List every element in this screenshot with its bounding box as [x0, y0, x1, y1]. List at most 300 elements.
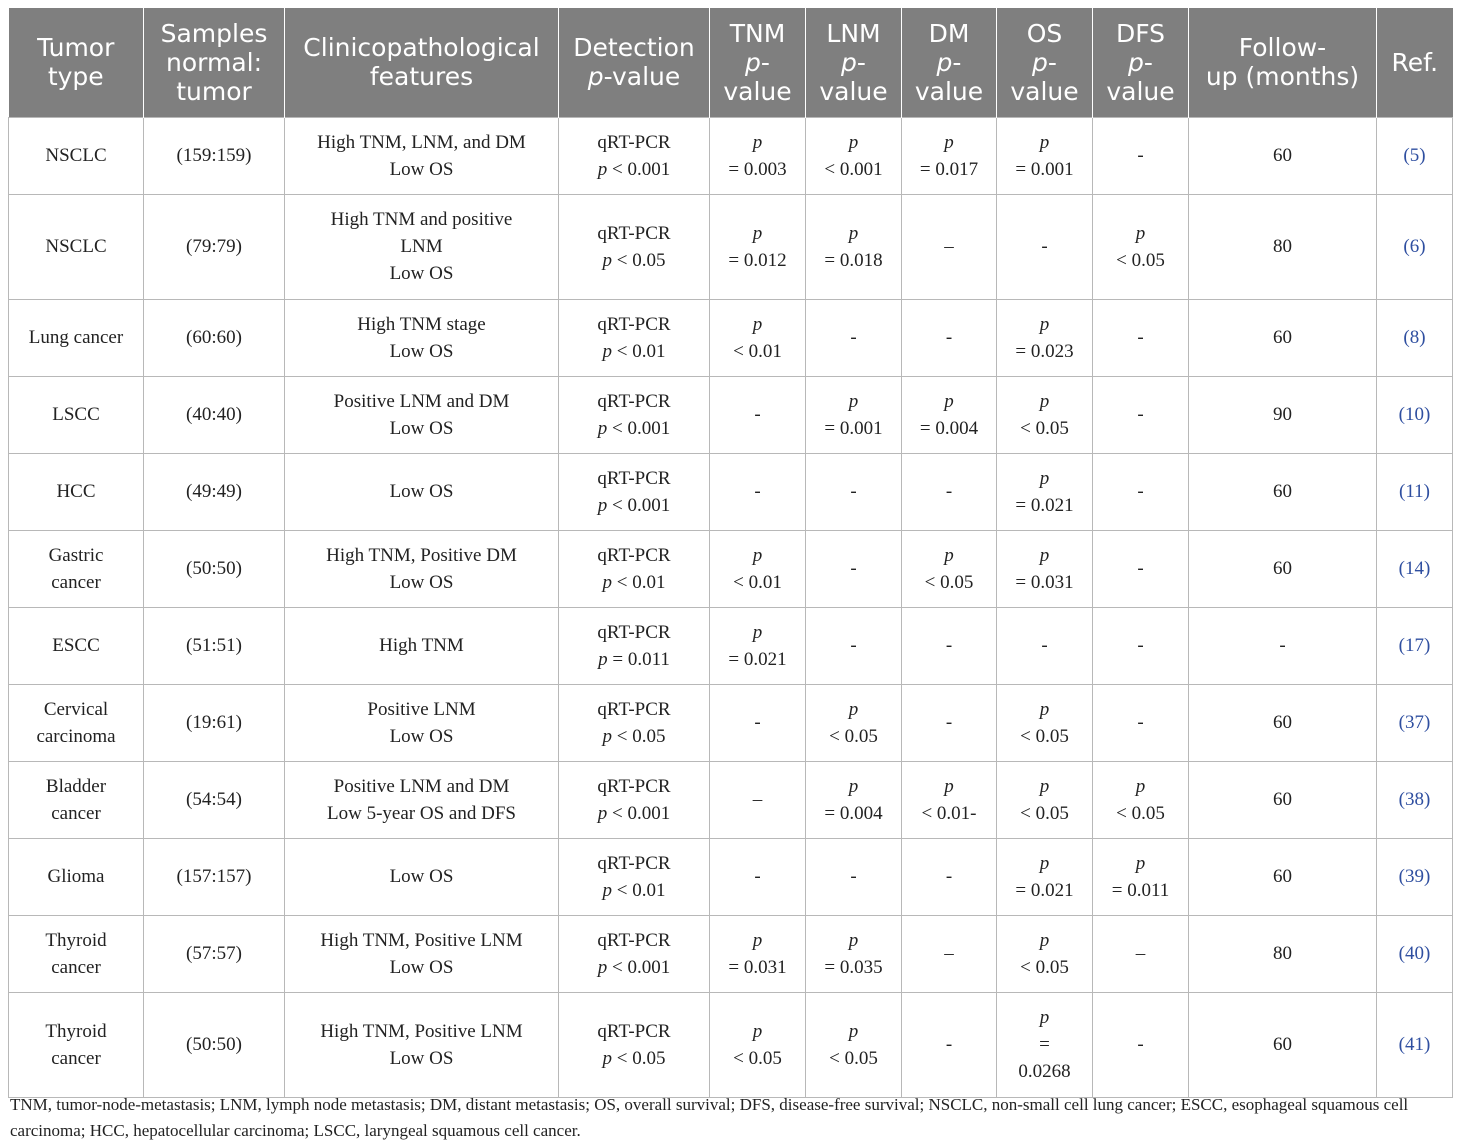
cell-ref — [1377, 915, 1453, 992]
cell-text: p < 0.001 — [597, 802, 671, 824]
cell-dfs — [1093, 376, 1189, 453]
cell-ref — [1377, 530, 1453, 607]
cell-text: = 0.003 — [728, 158, 787, 180]
cell-dfs — [1093, 194, 1189, 299]
cell-dfs — [1093, 915, 1189, 992]
cell-text: = 0.023 — [1015, 340, 1074, 362]
cell-text: p — [752, 929, 763, 951]
cell-detection — [559, 194, 710, 299]
cell-text: Low OS — [389, 1047, 454, 1069]
header-samples: Samples normal: tumor — [144, 8, 285, 117]
cell-text: p — [944, 131, 954, 153]
cell-text: High TNM stage — [357, 313, 486, 335]
header-dfs: DFS p- value — [1093, 8, 1189, 117]
cell-text: p — [1039, 467, 1050, 489]
cell-text: qRT-PCR — [597, 775, 671, 797]
cell-text: - — [754, 866, 761, 887]
cell-text: p — [848, 1020, 859, 1042]
cell-text: = — [1039, 1034, 1050, 1055]
cell-text: (10) — [1398, 404, 1431, 425]
cell-ref — [1377, 684, 1453, 761]
cell-text: p — [1039, 775, 1050, 797]
cell-text: - — [1279, 635, 1286, 656]
cell-text: p — [752, 544, 763, 566]
cell-features — [285, 915, 559, 992]
cell-text: Low 5-year OS and DFS — [327, 802, 516, 824]
cell-tumor — [9, 299, 144, 376]
cell-text: = 0.021 — [1015, 879, 1074, 901]
cell-detection — [559, 453, 710, 530]
cell-text: Positive LNM and DM — [333, 390, 510, 412]
cell-text: p < 0.01 — [602, 879, 666, 901]
cell-os — [997, 761, 1093, 838]
cell-tumor — [9, 838, 144, 915]
table-row — [9, 376, 1453, 453]
header-clinicopathological-features: Clinicopathological features — [285, 8, 559, 117]
cell-tumor — [9, 915, 144, 992]
cell-text: (51:51) — [186, 635, 242, 656]
cell-text: - — [850, 635, 857, 656]
table-row — [9, 607, 1453, 684]
cell-tnm — [710, 684, 806, 761]
cell-text: p — [752, 621, 763, 643]
table-row — [9, 530, 1453, 607]
cell-text: qRT-PCR — [597, 390, 671, 412]
cell-text: qRT-PCR — [597, 467, 671, 489]
cell-text: - — [1137, 1034, 1144, 1055]
cell-text: (38) — [1398, 789, 1431, 810]
cell-dm — [902, 915, 997, 992]
cell-text: - — [1137, 635, 1144, 656]
header-ref: Ref. — [1377, 8, 1453, 117]
cell-text: - — [1137, 145, 1144, 166]
cell-tnm — [710, 117, 806, 194]
cell-detection — [559, 684, 710, 761]
cell-text: LSCC — [52, 404, 100, 425]
cell-followup — [1189, 194, 1377, 299]
cell-text: cancer — [51, 571, 101, 593]
cell-text: NSCLC — [45, 145, 107, 166]
cell-text: 60 — [1273, 712, 1292, 733]
cell-detection — [559, 607, 710, 684]
cell-text: cancer — [51, 1047, 101, 1069]
cell-text: (50:50) — [186, 558, 242, 579]
cell-text: p < 0.001 — [597, 956, 671, 978]
cell-text: < 0.01 — [733, 571, 782, 593]
header-tnm: TNM p- value — [710, 8, 806, 117]
cell-detection — [559, 992, 710, 1097]
cell-text: qRT-PCR — [597, 621, 671, 643]
table-row — [9, 194, 1453, 299]
cell-dm — [902, 194, 997, 299]
cell-text: carcinoma — [36, 725, 116, 747]
cell-text: ESCC — [52, 635, 100, 656]
cell-text: 60 — [1273, 789, 1292, 810]
cell-text: - — [850, 558, 857, 579]
cell-tumor — [9, 761, 144, 838]
cell-ref — [1377, 194, 1453, 299]
cell-text: p — [1039, 698, 1050, 720]
cell-text: - — [754, 404, 761, 425]
cell-text: < 0.01- — [921, 802, 977, 824]
cell-text: 90 — [1273, 404, 1292, 425]
cell-text: p — [1039, 852, 1050, 874]
cell-text: Glioma — [47, 866, 105, 887]
cell-text: 60 — [1273, 866, 1292, 887]
cell-followup — [1189, 607, 1377, 684]
cell-features — [285, 299, 559, 376]
cell-text: Low OS — [389, 263, 454, 284]
cell-text: p < 0.001 — [597, 158, 671, 180]
cell-text: – — [944, 943, 954, 964]
cell-text: (41) — [1398, 1034, 1431, 1055]
cell-text: < 0.05 — [924, 571, 974, 593]
cell-dm — [902, 530, 997, 607]
cell-text: p — [848, 775, 859, 797]
cell-text: p < 0.05 — [602, 249, 666, 271]
cell-detection — [559, 117, 710, 194]
cell-dm — [902, 838, 997, 915]
cell-text: < 0.05 — [1020, 725, 1069, 747]
cell-tumor — [9, 453, 144, 530]
cell-text: High TNM, Positive DM — [326, 544, 517, 566]
table-header — [9, 8, 1453, 117]
cell-text: p — [1039, 390, 1050, 412]
cell-text: LNM — [400, 236, 443, 257]
cell-text: < 0.05 — [1116, 249, 1165, 271]
cell-text: qRT-PCR — [597, 1020, 671, 1042]
cell-text: - — [945, 1034, 953, 1055]
cell-text: qRT-PCR — [597, 313, 671, 335]
cell-text: < 0.05 — [1020, 956, 1069, 978]
cell-tnm — [710, 376, 806, 453]
cell-text: (57:57) — [186, 943, 242, 964]
cell-lnm — [806, 761, 902, 838]
cell-features — [285, 453, 559, 530]
cell-text: Low OS — [389, 417, 454, 439]
cell-text: = 0.031 — [728, 956, 787, 978]
cell-os — [997, 607, 1093, 684]
cell-text: NSCLC — [45, 236, 107, 257]
cell-samples — [144, 299, 285, 376]
cell-tnm — [710, 992, 806, 1097]
cell-text: p — [848, 390, 859, 412]
cell-text: p — [944, 390, 954, 412]
cell-text: p — [752, 1020, 763, 1042]
cell-followup — [1189, 915, 1377, 992]
cell-text: - — [945, 481, 953, 502]
cell-tnm — [710, 530, 806, 607]
cell-text: (14) — [1398, 558, 1431, 579]
cell-followup — [1189, 117, 1377, 194]
cell-samples — [144, 915, 285, 992]
cell-text: (157:157) — [176, 866, 252, 887]
cell-text: Cervical — [43, 698, 109, 720]
cell-os — [997, 299, 1093, 376]
cell-lnm — [806, 530, 902, 607]
cell-features — [285, 117, 559, 194]
cell-text: Thyroid — [45, 1020, 107, 1042]
table-row — [9, 117, 1453, 194]
cell-text: = 0.012 — [728, 249, 787, 271]
table-row — [9, 761, 1453, 838]
cell-os — [997, 530, 1093, 607]
cell-text: - — [1041, 236, 1048, 257]
cell-text: = 0.011 — [1111, 879, 1170, 901]
cell-text: Low OS — [389, 956, 454, 978]
table-row — [9, 992, 1453, 1097]
cell-ref — [1377, 117, 1453, 194]
cell-os — [997, 915, 1093, 992]
cell-text: (54:54) — [186, 789, 242, 810]
cell-tnm — [710, 607, 806, 684]
cell-text: 60 — [1273, 145, 1292, 166]
cell-text: = 0.018 — [824, 249, 883, 271]
cell-text: (19:61) — [186, 712, 242, 733]
cell-text: 60 — [1273, 327, 1292, 348]
cell-ref — [1377, 376, 1453, 453]
cell-text: - — [945, 635, 953, 656]
cell-ref — [1377, 992, 1453, 1097]
cell-dm — [902, 453, 997, 530]
cell-tumor — [9, 194, 144, 299]
cell-text: p — [1039, 929, 1050, 951]
cell-text: Bladder — [45, 775, 107, 797]
cell-text: = 0.031 — [1015, 571, 1074, 593]
cell-text: cancer — [51, 956, 101, 978]
cell-text: Lung cancer — [28, 327, 124, 348]
cell-tnm — [710, 194, 806, 299]
cell-lnm — [806, 117, 902, 194]
cell-text: (5) — [1403, 145, 1426, 166]
cell-text: (37) — [1398, 712, 1431, 733]
cell-text: p < 0.001 — [597, 417, 671, 439]
cell-samples — [144, 117, 285, 194]
cell-followup — [1189, 453, 1377, 530]
cell-text: High TNM, Positive LNM — [320, 929, 523, 951]
cell-detection — [559, 915, 710, 992]
cell-text: p — [1039, 1007, 1050, 1028]
cell-text: Low OS — [389, 340, 454, 362]
cell-detection — [559, 299, 710, 376]
cell-os — [997, 453, 1093, 530]
table-row — [9, 915, 1453, 992]
cell-text: (60:60) — [186, 327, 242, 348]
cell-text: qRT-PCR — [597, 852, 671, 874]
cell-text: (40:40) — [186, 404, 242, 425]
cell-text: p — [848, 929, 859, 951]
cell-tumor — [9, 607, 144, 684]
cell-text: High TNM, LNM, and DM — [317, 131, 526, 153]
cell-text: Positive LNM and DM — [333, 775, 510, 797]
cell-followup — [1189, 838, 1377, 915]
cell-text: Low OS — [389, 481, 454, 502]
cell-text: - — [754, 481, 761, 502]
cell-samples — [144, 607, 285, 684]
cell-text: (17) — [1398, 635, 1431, 656]
cell-dm — [902, 992, 997, 1097]
cell-text: 0.0268 — [1018, 1061, 1071, 1082]
cell-text: – — [752, 789, 763, 810]
cell-features — [285, 838, 559, 915]
cell-text: Gastric — [48, 544, 104, 566]
cell-text: p < 0.01 — [602, 340, 666, 362]
cell-ref — [1377, 838, 1453, 915]
cell-text: - — [850, 481, 857, 502]
cell-text: - — [1137, 481, 1144, 502]
cell-text: (159:159) — [176, 145, 252, 166]
cell-text: qRT-PCR — [597, 544, 671, 566]
cell-lnm — [806, 992, 902, 1097]
cell-text: - — [945, 866, 953, 887]
cell-samples — [144, 194, 285, 299]
table-row — [9, 453, 1453, 530]
cell-text: < 0.05 — [1020, 802, 1069, 824]
table-footnote: TNM, tumor-node-metastasis; LNM, lymph node metastasis; DM, distant metastasis; OS, overall survival; DFS, disease-free survival; NSCLC, non-small cell lung cancer; ESCC, esophageal squamous cell carcinoma; HCC, hepatocellular carcinoma; LSCC, laryngeal squamous cell cancer. — [10, 1095, 1409, 1140]
cell-features — [285, 992, 559, 1097]
cell-text: - — [945, 327, 953, 348]
cell-text: p < 0.05 — [602, 725, 666, 747]
cell-text: = 0.021 — [728, 648, 787, 670]
header-os: OS p- value — [997, 8, 1093, 117]
cell-samples — [144, 453, 285, 530]
cell-dfs — [1093, 299, 1189, 376]
cell-lnm — [806, 607, 902, 684]
cell-features — [285, 194, 559, 299]
cell-text: - — [1137, 558, 1144, 579]
cell-text: p — [848, 131, 859, 153]
cell-text: cancer — [51, 802, 101, 824]
cell-text: p — [1039, 313, 1050, 335]
cell-text: 80 — [1273, 943, 1292, 964]
cell-followup — [1189, 761, 1377, 838]
cell-text: - — [1137, 327, 1144, 348]
cell-text: (79:79) — [186, 236, 242, 257]
cell-text: qRT-PCR — [597, 131, 671, 153]
cell-text: < 0.05 — [829, 1047, 878, 1069]
cell-tnm — [710, 838, 806, 915]
cell-text: - — [850, 866, 857, 887]
cell-text: - — [754, 712, 761, 733]
cell-features — [285, 761, 559, 838]
cell-text: = 0.021 — [1015, 494, 1074, 516]
cell-features — [285, 607, 559, 684]
cell-lnm — [806, 194, 902, 299]
cell-text: = 0.035 — [824, 956, 883, 978]
cell-dm — [902, 376, 997, 453]
cell-text: p — [1039, 544, 1050, 566]
cell-text: - — [1041, 635, 1048, 656]
cell-os — [997, 992, 1093, 1097]
cell-dfs — [1093, 684, 1189, 761]
cell-lnm — [806, 915, 902, 992]
data-table — [8, 8, 1453, 1098]
cell-text: < 0.01 — [733, 340, 782, 362]
cell-lnm — [806, 838, 902, 915]
cell-dfs — [1093, 992, 1189, 1097]
cell-text: (6) — [1403, 236, 1426, 257]
cell-tnm — [710, 299, 806, 376]
cell-tnm — [710, 761, 806, 838]
cell-text: p — [1039, 131, 1050, 153]
cell-text: Positive LNM — [367, 698, 476, 720]
cell-text: – — [1135, 943, 1146, 964]
cell-text: p < 0.05 — [602, 1047, 666, 1069]
cell-os — [997, 838, 1093, 915]
header-detection: Detection p-value — [559, 8, 710, 117]
table-row — [9, 299, 1453, 376]
cell-text: p — [1135, 852, 1146, 874]
cell-text: Low OS — [389, 571, 454, 593]
table-row — [9, 838, 1453, 915]
cell-tnm — [710, 453, 806, 530]
cell-text: = 0.004 — [919, 417, 979, 439]
cell-lnm — [806, 299, 902, 376]
cell-dfs — [1093, 530, 1189, 607]
cell-text: (40) — [1398, 943, 1431, 964]
cell-text: 60 — [1273, 1034, 1292, 1055]
cell-text: = 0.004 — [824, 802, 883, 824]
cell-text: < 0.001 — [824, 158, 883, 180]
cell-tumor — [9, 376, 144, 453]
cell-followup — [1189, 530, 1377, 607]
cell-text: p < 0.01 — [602, 571, 666, 593]
cell-text: < 0.05 — [1116, 802, 1165, 824]
cell-text: - — [1137, 712, 1144, 733]
cell-text: 60 — [1273, 481, 1292, 502]
header-tumor-type: Tumor type — [9, 8, 144, 117]
cell-text: - — [945, 712, 953, 733]
cell-dfs — [1093, 607, 1189, 684]
cell-text: Low OS — [389, 866, 454, 887]
cell-text: p — [848, 222, 859, 244]
cell-text: – — [944, 236, 954, 257]
cell-text: < 0.05 — [1020, 417, 1069, 439]
cell-detection — [559, 530, 710, 607]
cell-dm — [902, 761, 997, 838]
cell-text: Low OS — [389, 158, 454, 180]
cell-text: High TNM, Positive LNM — [320, 1020, 523, 1042]
cell-lnm — [806, 376, 902, 453]
cell-followup — [1189, 299, 1377, 376]
cell-text: p — [944, 775, 954, 797]
cell-text: (39) — [1398, 866, 1431, 887]
cell-text: p < 0.001 — [597, 494, 671, 516]
cell-text: p — [848, 698, 859, 720]
cell-dm — [902, 299, 997, 376]
cell-features — [285, 376, 559, 453]
cell-detection — [559, 761, 710, 838]
cell-samples — [144, 992, 285, 1097]
cell-text: (11) — [1399, 481, 1430, 502]
cell-tumor — [9, 530, 144, 607]
cell-ref — [1377, 453, 1453, 530]
cell-followup — [1189, 684, 1377, 761]
cell-tumor — [9, 992, 144, 1097]
cell-text: 80 — [1273, 236, 1292, 257]
cell-features — [285, 684, 559, 761]
cell-samples — [144, 530, 285, 607]
cell-detection — [559, 838, 710, 915]
cell-dm — [902, 684, 997, 761]
cell-text: p — [1135, 222, 1146, 244]
cell-dm — [902, 607, 997, 684]
table-row — [9, 684, 1453, 761]
cell-text: Low OS — [389, 725, 454, 747]
cell-features — [285, 530, 559, 607]
cell-text: Thyroid — [45, 929, 107, 951]
cell-text: High TNM and positive — [330, 209, 513, 230]
